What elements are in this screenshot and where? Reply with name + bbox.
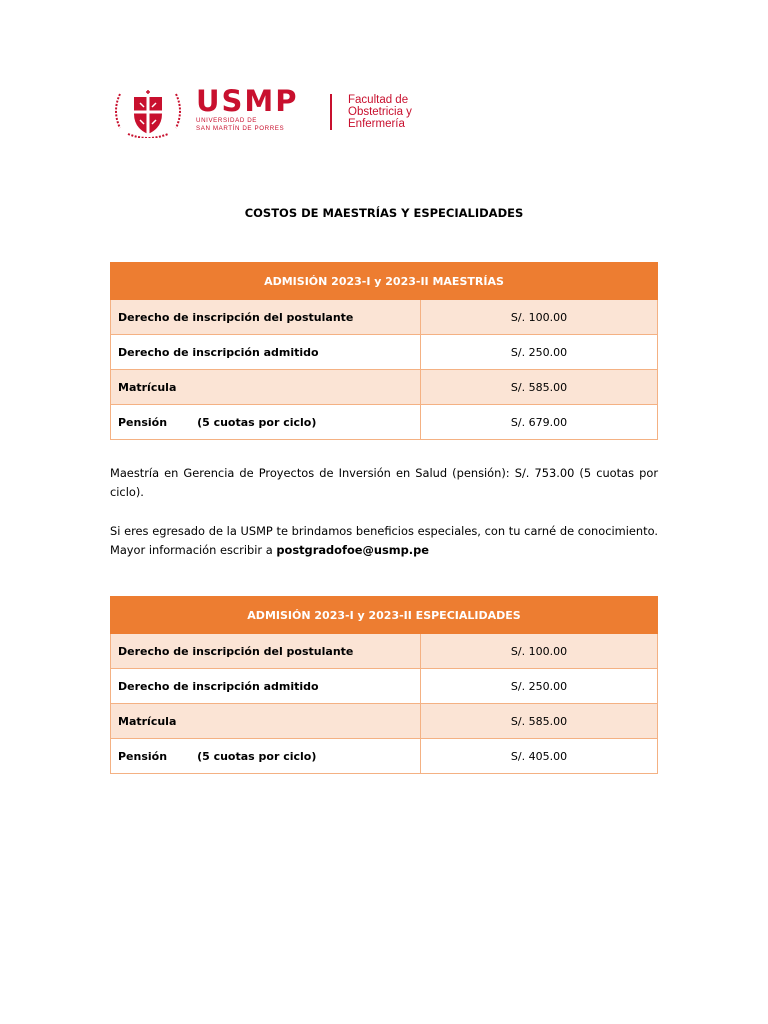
table-row bbox=[111, 704, 658, 739]
table-row bbox=[111, 405, 658, 440]
fee-concept: Derecho de inscripción del postulante bbox=[111, 300, 421, 335]
table-row bbox=[111, 335, 658, 370]
fee-concept: Matrícula bbox=[111, 370, 421, 405]
gerencia-paragraph: Maestría en Gerencia de Proyectos de Inversión en Salud (pensión): S/. 753.00 (5 cuotas por ciclo). bbox=[110, 466, 658, 499]
brand-name: USMP bbox=[196, 84, 299, 118]
faculty-line-1: Facultad de bbox=[348, 94, 409, 106]
contact-email: postgradofoe@usmp.pe bbox=[276, 543, 429, 557]
fee-concept: Derecho de inscripción admitido bbox=[111, 669, 421, 704]
fee-concept: Pensión (5 cuotas por ciclo) bbox=[111, 739, 421, 774]
header-divider bbox=[330, 94, 332, 130]
fee-price: S/. 250.00 bbox=[421, 335, 658, 370]
egresado-paragraph: Si eres egresado de la USMP te brindamos beneficios especiales, con tu carné de conocimiento. Mayor información escribir a postgradofoe@usmp.pe bbox=[110, 524, 658, 557]
fee-note: (5 cuotas por ciclo) bbox=[197, 415, 317, 429]
usmp-wordmark bbox=[196, 86, 299, 132]
fee-note: (5 cuotas por ciclo) bbox=[197, 749, 317, 763]
fee-concept: Matrícula bbox=[111, 704, 421, 739]
faculty-line-3: Enfermería bbox=[348, 118, 405, 130]
fee-price: S/. 405.00 bbox=[421, 739, 658, 774]
table-row bbox=[111, 300, 658, 335]
fee-price: S/. 250.00 bbox=[421, 669, 658, 704]
header-logo bbox=[110, 84, 470, 140]
faculty-line-2: Obstetricia y bbox=[348, 106, 412, 118]
fee-concept: Derecho de inscripción admitido bbox=[111, 335, 421, 370]
university-line-1: UNIVERSIDAD DE bbox=[196, 117, 258, 124]
fee-price: S/. 585.00 bbox=[421, 370, 658, 405]
fee-price: S/. 585.00 bbox=[421, 704, 658, 739]
fee-concept: Derecho de inscripción del postulante bbox=[111, 634, 421, 669]
table-row bbox=[111, 370, 658, 405]
table-header: ADMISIÓN 2023-I y 2023-II ESPECIALIDADES bbox=[111, 597, 658, 634]
fee-price: S/. 100.00 bbox=[421, 300, 658, 335]
faculty-name bbox=[348, 94, 412, 130]
university-line-2: SAN MARTÍN DE PORRES bbox=[196, 125, 285, 132]
usmp-seal-logo bbox=[110, 84, 186, 138]
table-row bbox=[111, 739, 658, 774]
especialidades-fee-table bbox=[110, 596, 658, 774]
fee-price: S/. 679.00 bbox=[421, 405, 658, 440]
table-row bbox=[111, 669, 658, 704]
maestrias-fee-table bbox=[110, 262, 658, 440]
fee-concept: Pensión (5 cuotas por ciclo) bbox=[111, 405, 421, 440]
fee-price: S/. 100.00 bbox=[421, 634, 658, 669]
table-header: ADMISIÓN 2023-I y 2023-II MAESTRÍAS bbox=[111, 263, 658, 300]
document-title: COSTOS DE MAESTRÍAS Y ESPECIALIDADES bbox=[244, 206, 524, 220]
table-row bbox=[111, 634, 658, 669]
